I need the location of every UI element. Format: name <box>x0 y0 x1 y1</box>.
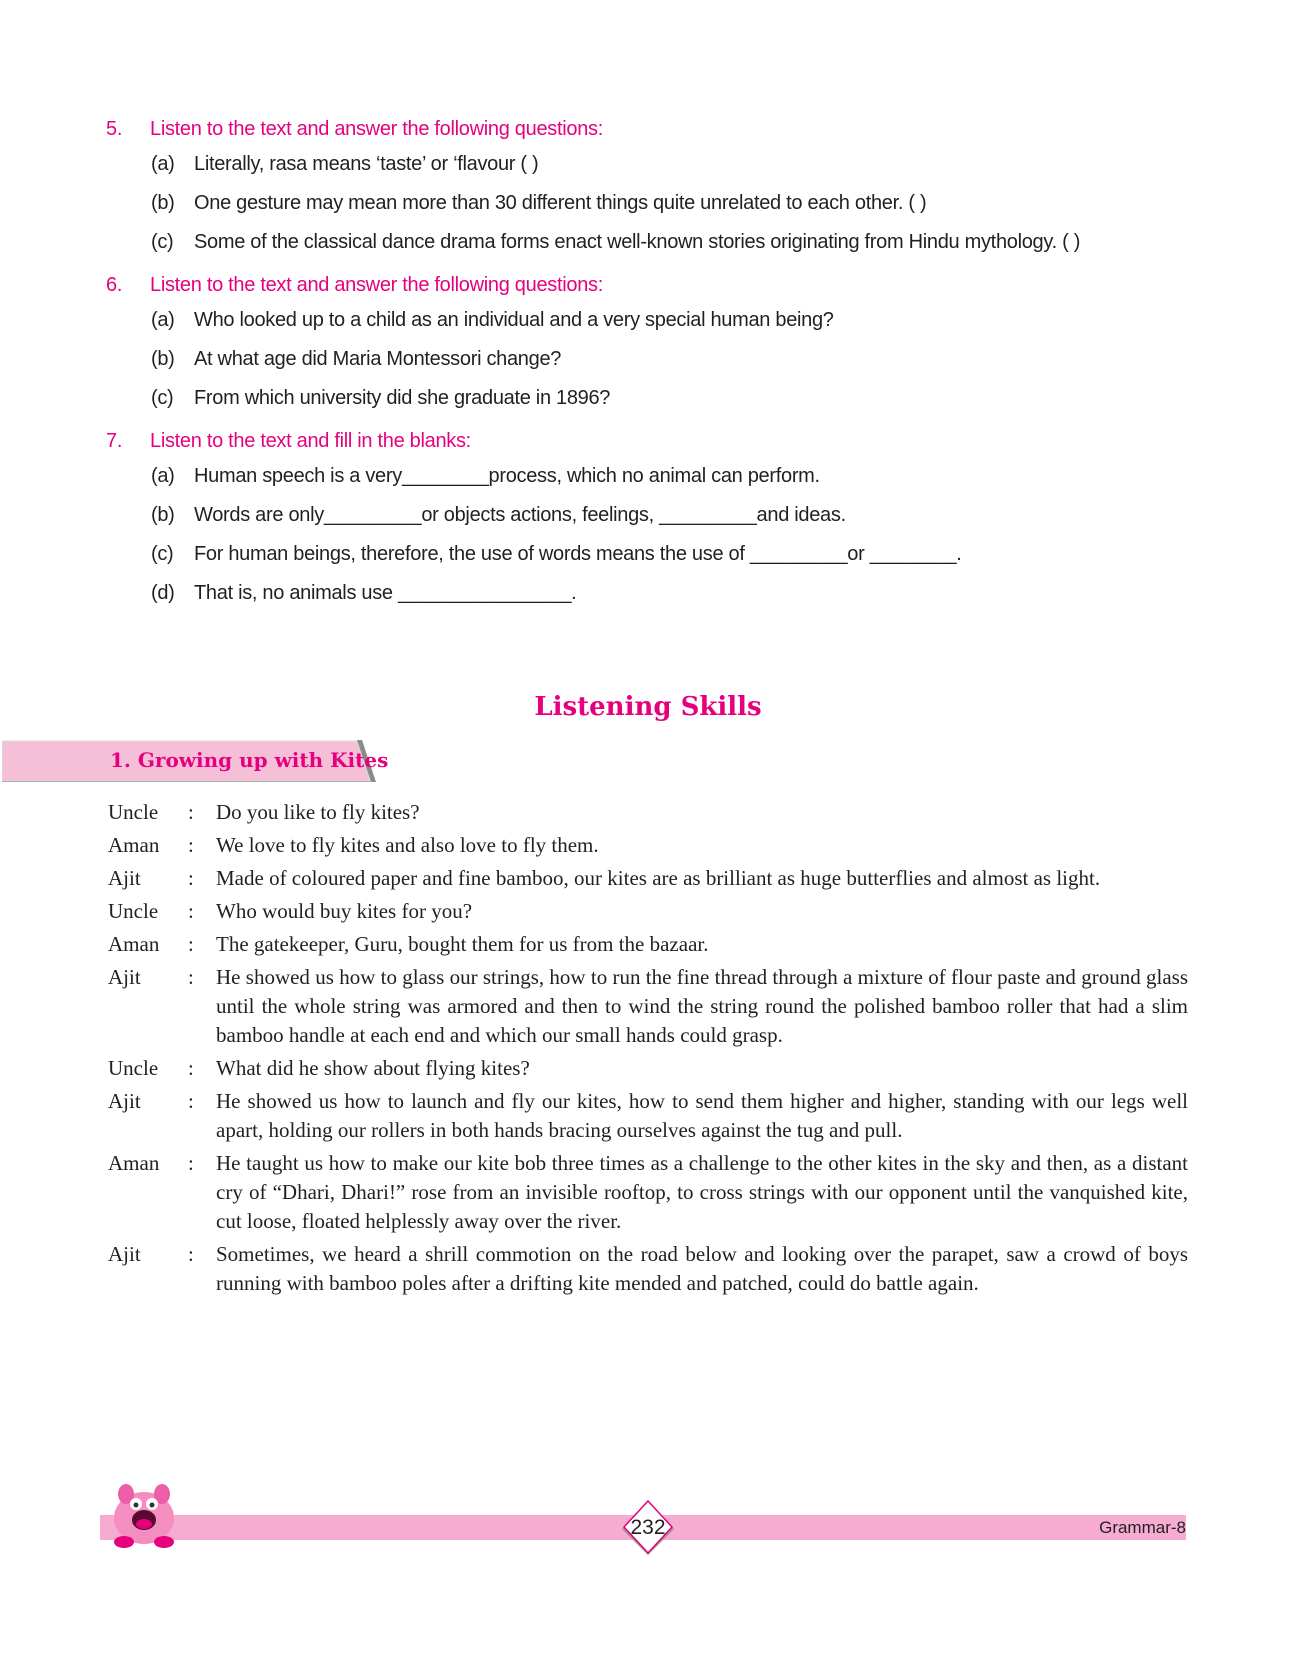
item-label: (c) <box>151 543 174 565</box>
lesson-banner <box>2 740 397 782</box>
exercise-number: 5. <box>106 118 123 140</box>
exercise-item <box>151 578 1206 609</box>
speaker-name: Uncle <box>108 800 159 824</box>
item-text: Literally, rasa means ‘taste’ or ‘flavour ( ) <box>194 153 539 175</box>
lesson-title: 1. Growing up with Kites <box>110 748 389 772</box>
book-title: Grammar-8 <box>1099 1518 1186 1537</box>
colon: : <box>188 932 194 956</box>
exercise-number: 6. <box>106 274 123 296</box>
dialogue-line <box>108 1054 1188 1083</box>
colon: : <box>188 1242 194 1266</box>
speaker-name: Ajit <box>108 1242 141 1266</box>
colon: : <box>188 1151 194 1175</box>
dialogue-text: Who would buy kites for you? <box>216 899 473 923</box>
item-label: (b) <box>151 192 175 214</box>
item-text: That is, no animals use ________________. <box>194 582 577 604</box>
dialogue-line <box>108 1087 1188 1145</box>
exercise-instruction: Listen to the text and answer the following questions: <box>150 274 603 296</box>
item-text: From which university did she graduate in 1896? <box>194 387 611 409</box>
item-label: (a) <box>151 309 175 331</box>
dialogue <box>108 798 1188 1302</box>
item-label: (b) <box>151 348 175 370</box>
dialogue-line <box>108 798 1188 827</box>
dialogue-text: He showed us how to glass our strings, how to run the fine thread through a mixture of flour paste and ground glass until the whole string was armored and then to wind the string round the polished bamboo roller that had a slim bamboo handle at each end and which our small hands could grasp. <box>216 965 1188 1047</box>
colon: : <box>188 1089 194 1113</box>
dialogue-line <box>108 930 1188 959</box>
colon: : <box>188 899 194 923</box>
speaker-name: Ajit <box>108 965 141 989</box>
monster-mascot-icon <box>104 1480 184 1550</box>
item-label: (c) <box>151 387 174 409</box>
exercise-heading <box>106 422 1206 461</box>
speaker-name: Uncle <box>108 1056 159 1080</box>
item-text: Words are only_________or objects actions, feelings, _________and ideas. <box>194 504 846 526</box>
speaker-name: Uncle <box>108 899 159 923</box>
exercise-item <box>151 461 1206 492</box>
speaker-name: Aman <box>108 833 160 857</box>
item-text: For human beings, therefore, the use of words means the use of _________or ________. <box>194 543 962 565</box>
item-label: (d) <box>151 582 175 604</box>
item-text: At what age did Maria Montessori change? <box>194 348 562 370</box>
dialogue-line <box>108 831 1188 860</box>
item-text: Who looked up to a child as an individual and a very special human being? <box>194 309 834 331</box>
page-footer <box>0 1480 1296 1580</box>
speaker-name: Aman <box>108 932 160 956</box>
item-label: (a) <box>151 465 175 487</box>
speaker-name: Ajit <box>108 866 141 890</box>
dialogue-text: Do you like to fly kites? <box>216 800 420 824</box>
exercise-item <box>151 305 1206 336</box>
dialogue-text: Sometimes, we heard a shrill commotion on the road below and looking over the parapet, saw a crowd of boys running with bamboo poles after a drifting kite mended and patched, could do battle again. <box>216 1242 1188 1295</box>
exercise-number: 7. <box>106 430 123 452</box>
exercise-instruction: Listen to the text and fill in the blanks: <box>150 430 471 452</box>
exercise-item <box>151 344 1206 375</box>
dialogue-text: Made of coloured paper and fine bamboo, our kites are as brilliant as huge butterflies and almost as light. <box>216 866 1101 890</box>
item-label: (c) <box>151 231 174 253</box>
page-number: 232 <box>630 1516 666 1539</box>
exercise-heading <box>106 266 1206 305</box>
dialogue-text: He taught us how to make our kite bob three times as a challenge to the other kites in the sky and then, as a distant cry of “Dhari, Dhari!” rose from an invisible rooftop, to cross strings with our opponent until the vanquished kite, cut loose, floated helplessly away over the river. <box>216 1151 1188 1233</box>
colon: : <box>188 1056 194 1080</box>
colon: : <box>188 965 194 989</box>
exercise-item <box>151 227 1206 258</box>
dialogue-text: What did he show about flying kites? <box>216 1056 530 1080</box>
dialogue-text: He showed us how to launch and fly our kites, how to send them higher and higher, standing with our legs well apart, holding our rollers in both hands bracing ourselves against the tug and pull. <box>216 1089 1188 1142</box>
item-text: Human speech is a very________process, which no animal can perform. <box>194 465 820 487</box>
item-text: One gesture may mean more than 30 different things quite unrelated to each other. ( ) <box>194 192 927 214</box>
dialogue-line <box>108 1240 1188 1298</box>
speaker-name: Ajit <box>108 1089 141 1113</box>
exercise-instruction: Listen to the text and answer the following questions: <box>150 118 603 140</box>
item-text: Some of the classical dance drama forms enact well-known stories originating from Hindu mythology. ( ) <box>194 231 1081 253</box>
colon: : <box>188 800 194 824</box>
exercise-item <box>151 500 1206 531</box>
colon: : <box>188 833 194 857</box>
dialogue-line <box>108 864 1188 893</box>
dialogue-text: We love to fly kites and also love to fly them. <box>216 833 599 857</box>
exercise-item <box>151 188 1206 219</box>
dialogue-line <box>108 1149 1188 1236</box>
dialogue-line <box>108 897 1188 926</box>
item-label: (b) <box>151 504 175 526</box>
colon: : <box>188 866 194 890</box>
speaker-name: Aman <box>108 1151 160 1175</box>
exercise-heading <box>106 110 1206 149</box>
exercise-item <box>151 149 1206 180</box>
exercise-item <box>151 539 1206 570</box>
dialogue-text: The gatekeeper, Guru, bought them for us from the bazaar. <box>216 932 709 956</box>
dialogue-line <box>108 963 1188 1050</box>
exercise-item <box>151 383 1206 414</box>
section-title: Listening Skills <box>534 692 762 722</box>
exercises <box>106 110 1206 617</box>
item-label: (a) <box>151 153 175 175</box>
